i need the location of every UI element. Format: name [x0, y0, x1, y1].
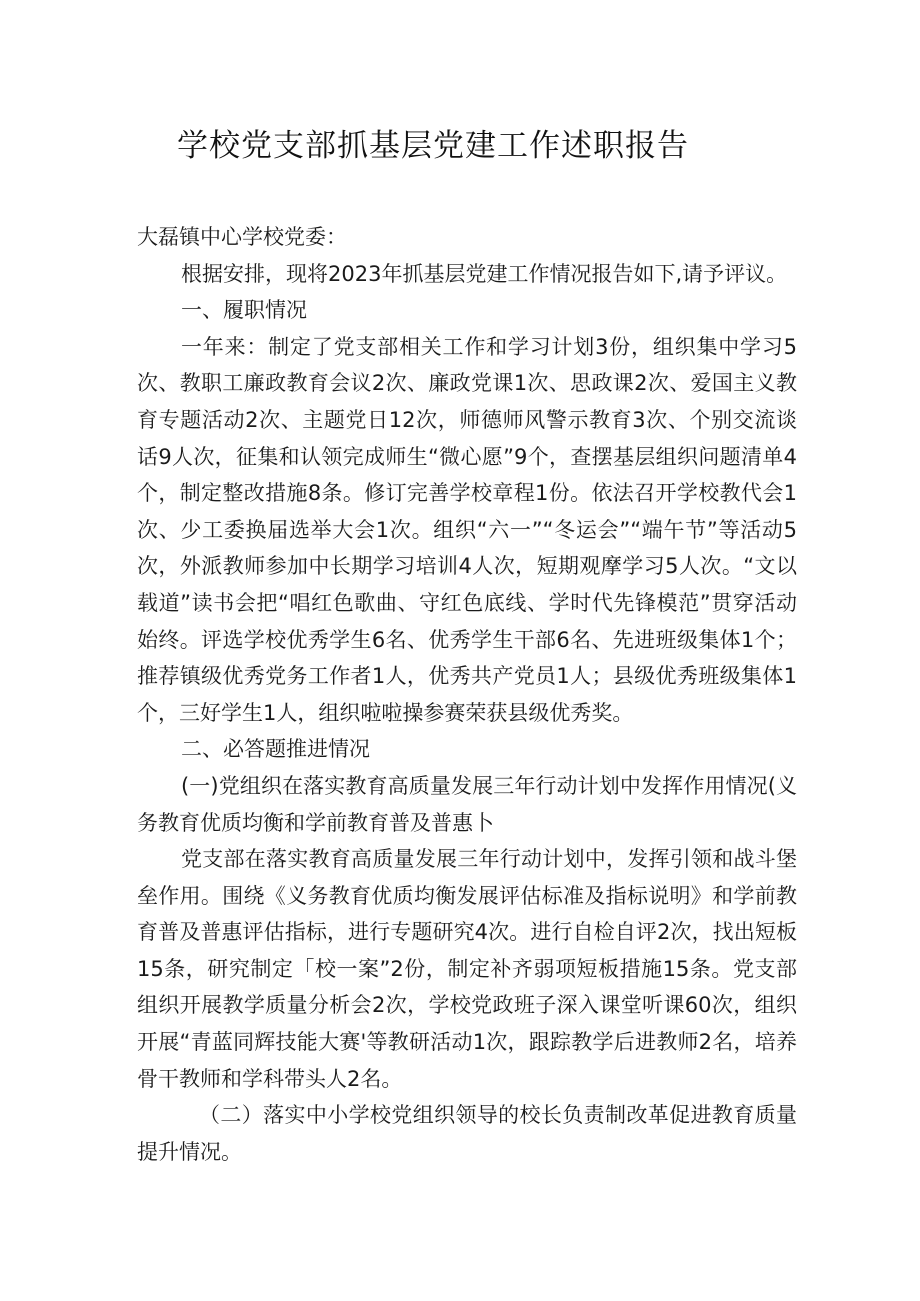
intro-paragraph: 根据安排，现将2023年抓基层党建工作情况报告如下,请予评议。	[181, 261, 788, 286]
addressee-line: 大磊镇中心学校党委：	[137, 225, 347, 249]
document-title: 学校党支部抓基层党建工作述职报告	[177, 128, 689, 164]
section-heading-required: 二、必答题推进情况	[181, 737, 370, 762]
subheading-two: （二）落实中小学校党组织领导的校长负责制改革促进教育质量提升情况。	[137, 1103, 797, 1164]
subheading-one: (一)党组织在落实教育高质量发展三年行动计划中发挥作用情况(义务教育优质均衡和学前教育普及普惠卜	[137, 773, 797, 835]
duty-paragraph: 一年来：制定了党支部相关工作和学习计划3份，组织集中学习5次、教职工廉政教育会议2次、廉政党课1次、思政课2次、爱国主义教育专题活动2次、主题党日12次，师德师风警示教育3次、个别交流谈话9人次，征集和认领完成师生“微心愿”9个，查摆基层组织问题清单4个，制定整改措施8条。修订完善学校章程1份。依法召开学校教代会1次、少工委换届选举大会1次。组织“六一”“冬运会”“端午节”等活动5次，外派教师参加中长期学习培训4人次，短期观摩学习5人次。“文以载道”读书会把“唱红色歌曲、守红色底线、学时代先锋模范”贯穿活动始终。评选学校优秀学生6名、优秀学生干部6名、先进班级集体1个；推荐镇级优秀党务工作者1人，优秀共产党员1人；县级优秀班级集体1个，三好学生1人，组织啦啦操参赛荣获县级优秀奖。	[137, 334, 797, 725]
document-body	[137, 219, 797, 1170]
section-heading-duty: 一、履职情况	[181, 298, 307, 323]
subsection-one-paragraph: 党支部在落实教育高质量发展三年行动计划中，发挥引领和战斗堡垒作用。围绕《义务教育优质均衡发展评估标准及指标说明》和学前教育普及普惠评估指标，进行专题研究4次。进行自检自评2次，找出短板15条，研究制定「校一案”2份，制定补齐弱项短板措施15条。党支部组织开展教学质量分析会2次，学校党政班子深入课堂听课60次，组织开展“青蓝同辉技能大赛'等教研活动1次，跟踪教学后进教师2名，培养骨干教师和学科带头人2名。	[137, 847, 797, 1091]
